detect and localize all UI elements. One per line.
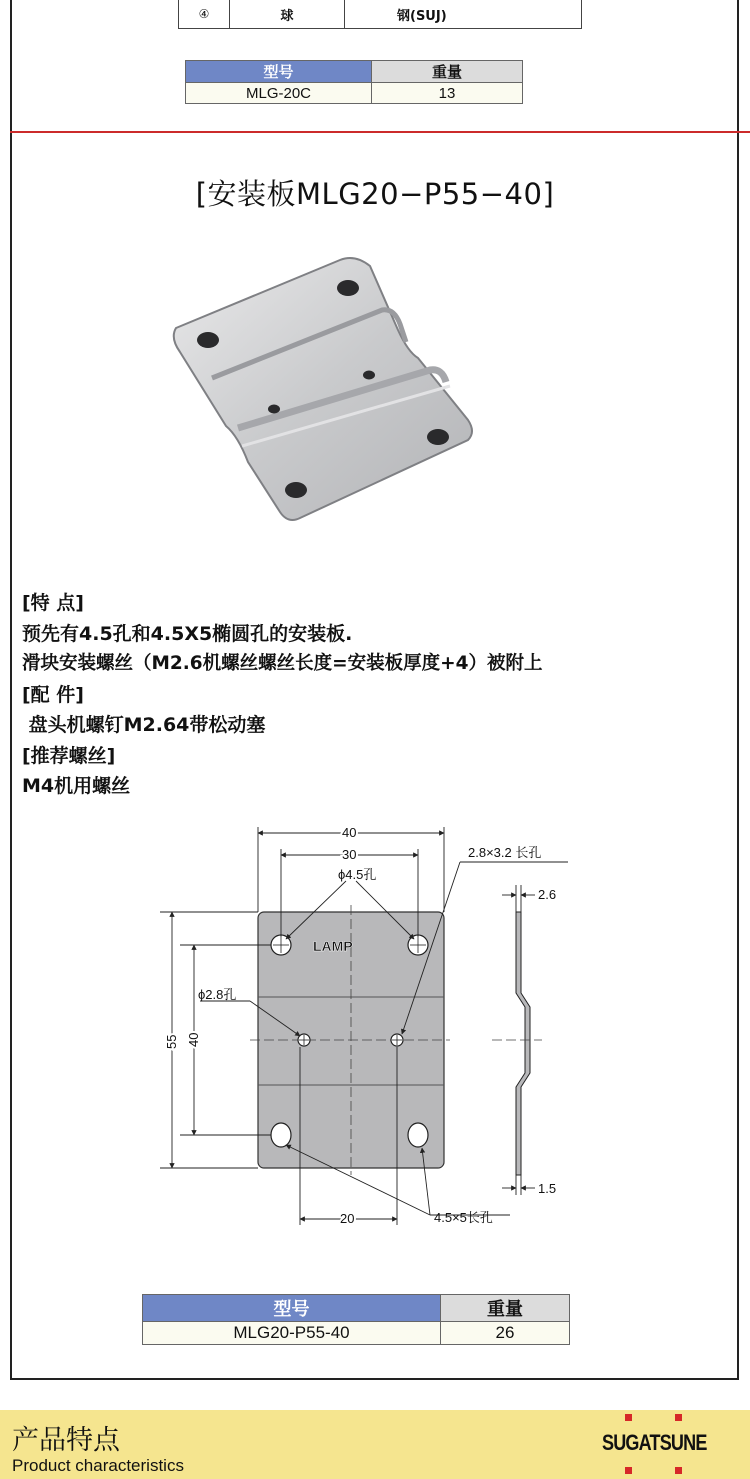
dim-20: 20 — [340, 1211, 355, 1226]
feature-line-2: 滑块安装螺丝（M2.6机螺丝螺丝长度=安装板厚度+4）被附上 — [22, 653, 543, 674]
part-number: ④ — [179, 0, 230, 28]
hole-28-label: ϕ2.8孔 — [198, 987, 237, 1002]
weight-table-mlg20c — [185, 60, 523, 104]
screws-heading: [推荐螺丝] — [22, 744, 116, 767]
dim-40-width: 40 — [342, 825, 357, 840]
header-weight: 重量 — [441, 1295, 570, 1322]
technical-drawing — [150, 815, 600, 1235]
logo-dot — [625, 1467, 632, 1474]
section-title: [安装板MLG20−P55−40] — [195, 177, 555, 211]
accessories-heading: [配 件] — [22, 683, 84, 706]
part-name: 球 — [230, 0, 345, 28]
model-value: MLG-20C — [186, 83, 372, 104]
section-divider — [10, 131, 750, 133]
slot-left — [271, 1123, 291, 1147]
screw-line: M4机用螺丝 — [22, 775, 131, 797]
side-profile — [516, 912, 530, 1175]
mounting-plate-photo — [150, 240, 530, 550]
hole-45-label: ϕ4.5孔 — [338, 867, 377, 882]
dim-30: 30 — [342, 847, 357, 862]
features-text — [22, 588, 543, 802]
plate-logo-text: LAMP — [313, 938, 353, 954]
weight-table-plate — [142, 1294, 570, 1345]
feature-line-1: 预先有4.5孔和4.5X5椭圆孔的安装板. — [22, 622, 353, 645]
brand-name: SUGATSUNE — [602, 1430, 707, 1455]
slot-label: 4.5×5长孔 — [434, 1210, 493, 1225]
slot-right — [408, 1123, 428, 1147]
weight-value: 13 — [372, 83, 523, 104]
dim-2-6: 2.6 — [538, 887, 557, 902]
header-model: 型号 — [143, 1295, 441, 1322]
dim-40-height: 40 — [186, 1032, 201, 1047]
logo-dot — [675, 1414, 682, 1421]
dim-55: 55 — [164, 1034, 179, 1049]
part-material: 钢(SUJ) — [397, 8, 447, 24]
brand-logo — [600, 1412, 710, 1476]
parts-table-row — [178, 0, 582, 29]
accessory-line: 盘头机螺钉M2.64带松动塞 — [22, 714, 266, 736]
slot-dim-label: 2.8×3.2 长孔 — [468, 845, 542, 860]
footer-title-zh: 产品特点 — [12, 1425, 120, 1456]
features-heading: [特 点] — [22, 592, 84, 614]
logo-dot — [625, 1414, 632, 1421]
footer-title-en: Product characteristics — [12, 1456, 184, 1475]
dim-1-5: 1.5 — [538, 1181, 557, 1196]
header-model: 型号 — [186, 61, 372, 83]
weight-value: 26 — [441, 1322, 570, 1345]
header-weight: 重量 — [372, 61, 523, 83]
logo-dot — [675, 1467, 682, 1474]
model-value: MLG20-P55-40 — [143, 1322, 441, 1345]
